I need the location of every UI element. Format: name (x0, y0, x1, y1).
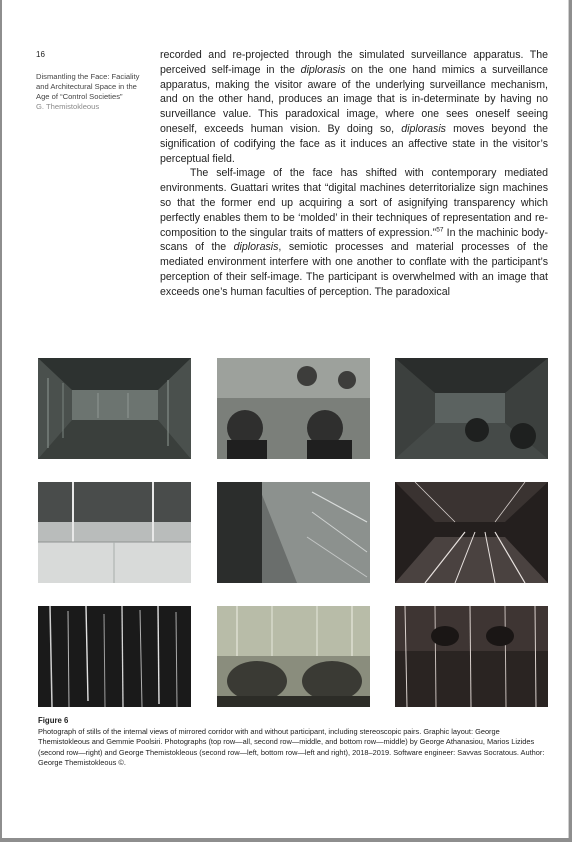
text-run: , semiotic processes and material processes of the mediated environment interfere with one another to conflate with the participant’s perception of their self-image. The participant is overwhelmed with an image that exceeds one’s human faculties of perception. The paradoxical (160, 241, 548, 298)
figure-caption (38, 716, 550, 769)
photo-light-reflections (395, 482, 548, 583)
text-run: on the one hand mimics a surveillance apparatus, making the visitor aware of the underlying surveillance mechanism, and on the other hand, produces an image that is in-determinate by having no surveillance value. This paradoxical image, where one sees oneself seeing oneself, exceeds human vision. By doing so, (160, 63, 549, 135)
photo-mirror-floor (38, 482, 191, 583)
italic-term: diplorasis (233, 241, 279, 254)
figure-photo-grid (38, 358, 549, 708)
paragraph-2 (160, 166, 548, 299)
footnote-marker[interactable]: 57 (436, 226, 444, 234)
text-run: The self-image of the face has shifted with contemporary mediated environments. Guattari writes that “digital machines deterritorialize sign machines so that the former end up acquiring a sort of asignifying transparency which perfectly enables them to be ‘molded’ in their techniques of representation and re-composition to the singular traits of matters of expression.” (160, 167, 548, 239)
photo-mirrored-faces (217, 606, 370, 707)
document-page (2, 0, 569, 838)
paragraph-1 (160, 48, 548, 166)
italic-term: diplorasis (300, 63, 346, 76)
photo-reflected-figure (395, 606, 548, 707)
page-number: 16 (36, 50, 45, 59)
running-author: G. Themistokleous (36, 102, 100, 111)
text-run: In the machinic body-scans of the (160, 226, 549, 254)
photo-figure-in-corridor (217, 482, 370, 583)
caption-text: Photograph of stills of the internal views of mirrored corridor with and without participant, including stereoscopic pairs. Graphic layout: George Themistokleous and Gemmie Poolsiri. Photographs (top row—all, second row—middle, and bottom row—middle) by George Athanasiou, Marios Lizides (second row—right) and George Themistokleous (second row—left, bottom row—left and right), 2018–2019. Software engineer: Savvas Socratous. Author: George Themistokleous ©. (38, 726, 545, 768)
photo-participant-reflection (395, 358, 548, 459)
running-title: Dismantling the Face: Faciality and Architectural Space in the Age of “Control Societies” (36, 72, 140, 101)
figure-label: Figure 6 (38, 716, 69, 725)
photo-vertical-light-streaks (38, 606, 191, 707)
photo-corridor-empty (38, 358, 191, 459)
text-run: recorded and re-projected through the simulated surveillance apparatus. The perceived self-image in the (160, 49, 548, 76)
body-text (160, 48, 548, 300)
running-header (36, 50, 148, 112)
text-run: moves beyond the signification of codifying the face as it induces an affective state in the visitor’s perceptual field. (160, 122, 549, 165)
photo-participant-pair (217, 358, 370, 459)
italic-term: diplorasis (401, 122, 446, 135)
